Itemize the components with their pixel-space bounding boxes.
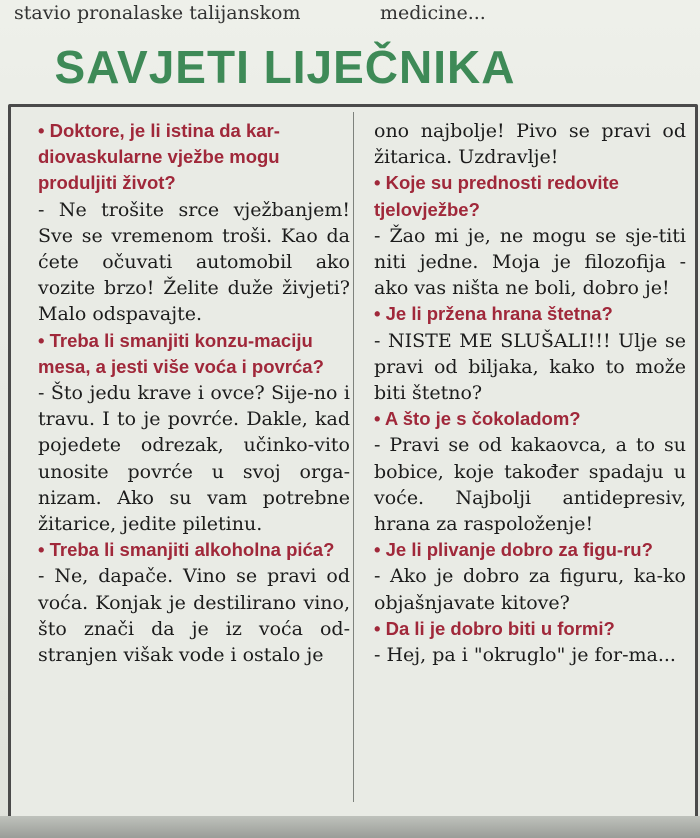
question: • Treba li smanjiti alkoholna pića? (38, 539, 335, 561)
question: • Doktore, je li istina da kar-diovaskularne vježbe mogu produljiti život? (38, 120, 280, 194)
question: • Koje su prednosti redovite tjelovježbe? (374, 172, 619, 220)
column-divider (353, 112, 354, 802)
previous-article-text-right: medicine... (380, 2, 486, 24)
answer: - Ne, dapače. Vino se pravi od voća. Konjak je destilirano vino, što znači da je iz voća od-stranjen višak vode i ostalo je (38, 565, 350, 667)
question: • Je li plivanje dobro za figu-ru? (374, 539, 653, 561)
answer: - Hej, pa i "okruglo" je for-ma... (374, 644, 676, 667)
answer: - Ne trošite srce vježbanjem! Sve se vremenom troši. Kao da ćete očuvati automobil ako vozite brzo! Želite duže živjeti? Malo odspavajte. (38, 198, 350, 326)
previous-article-text-left: stavio pronalaske talijanskom (14, 2, 301, 24)
previous-article-fragment (0, 0, 700, 30)
right-column (374, 118, 686, 668)
question: • Treba li smanjiti konzu-maciju mesa, a jesti više voća i povrća? (38, 329, 324, 377)
answer: - Ako je dobro za figuru, ka-ko objašnjavate kitove? (374, 565, 686, 614)
question: • A što je s čokoladom? (374, 408, 581, 430)
answer: - Pravi se od kakaovca, a to su bobice, koje također spadaju u voće. Najbolji antidepresiv, hrana za raspoloženje! (374, 434, 686, 536)
question: • Da li je dobro biti u formi? (374, 617, 615, 639)
left-column (38, 118, 350, 668)
question: • Je li pržena hrana štetna? (374, 303, 613, 325)
page-bottom-edge (0, 816, 700, 838)
answer: - NISTE ME SLUŠALI!!! Ulje se pravi od biljaka, kako to može biti štetno? (374, 329, 686, 405)
answer: - Žao mi je, ne mogu se sje-titi niti jedne. Moja je filozofija - ako vas ništa ne boli, dobro je! (374, 224, 686, 300)
answer: ono najbolje! Pivo se pravi od žitarica. Uzdravlje! (374, 120, 686, 169)
page-title: SAVJETI LIJEČNIKA (54, 41, 516, 93)
answer: - Što jedu krave i ovce? Sije-no i travu. I to je povrće. Dakle, kad pojedete odrezak, učinko-vito unosite povrće u svoj orga-nizam. Ako su vam potrebne žitarice, jedite piletinu. (38, 382, 350, 536)
